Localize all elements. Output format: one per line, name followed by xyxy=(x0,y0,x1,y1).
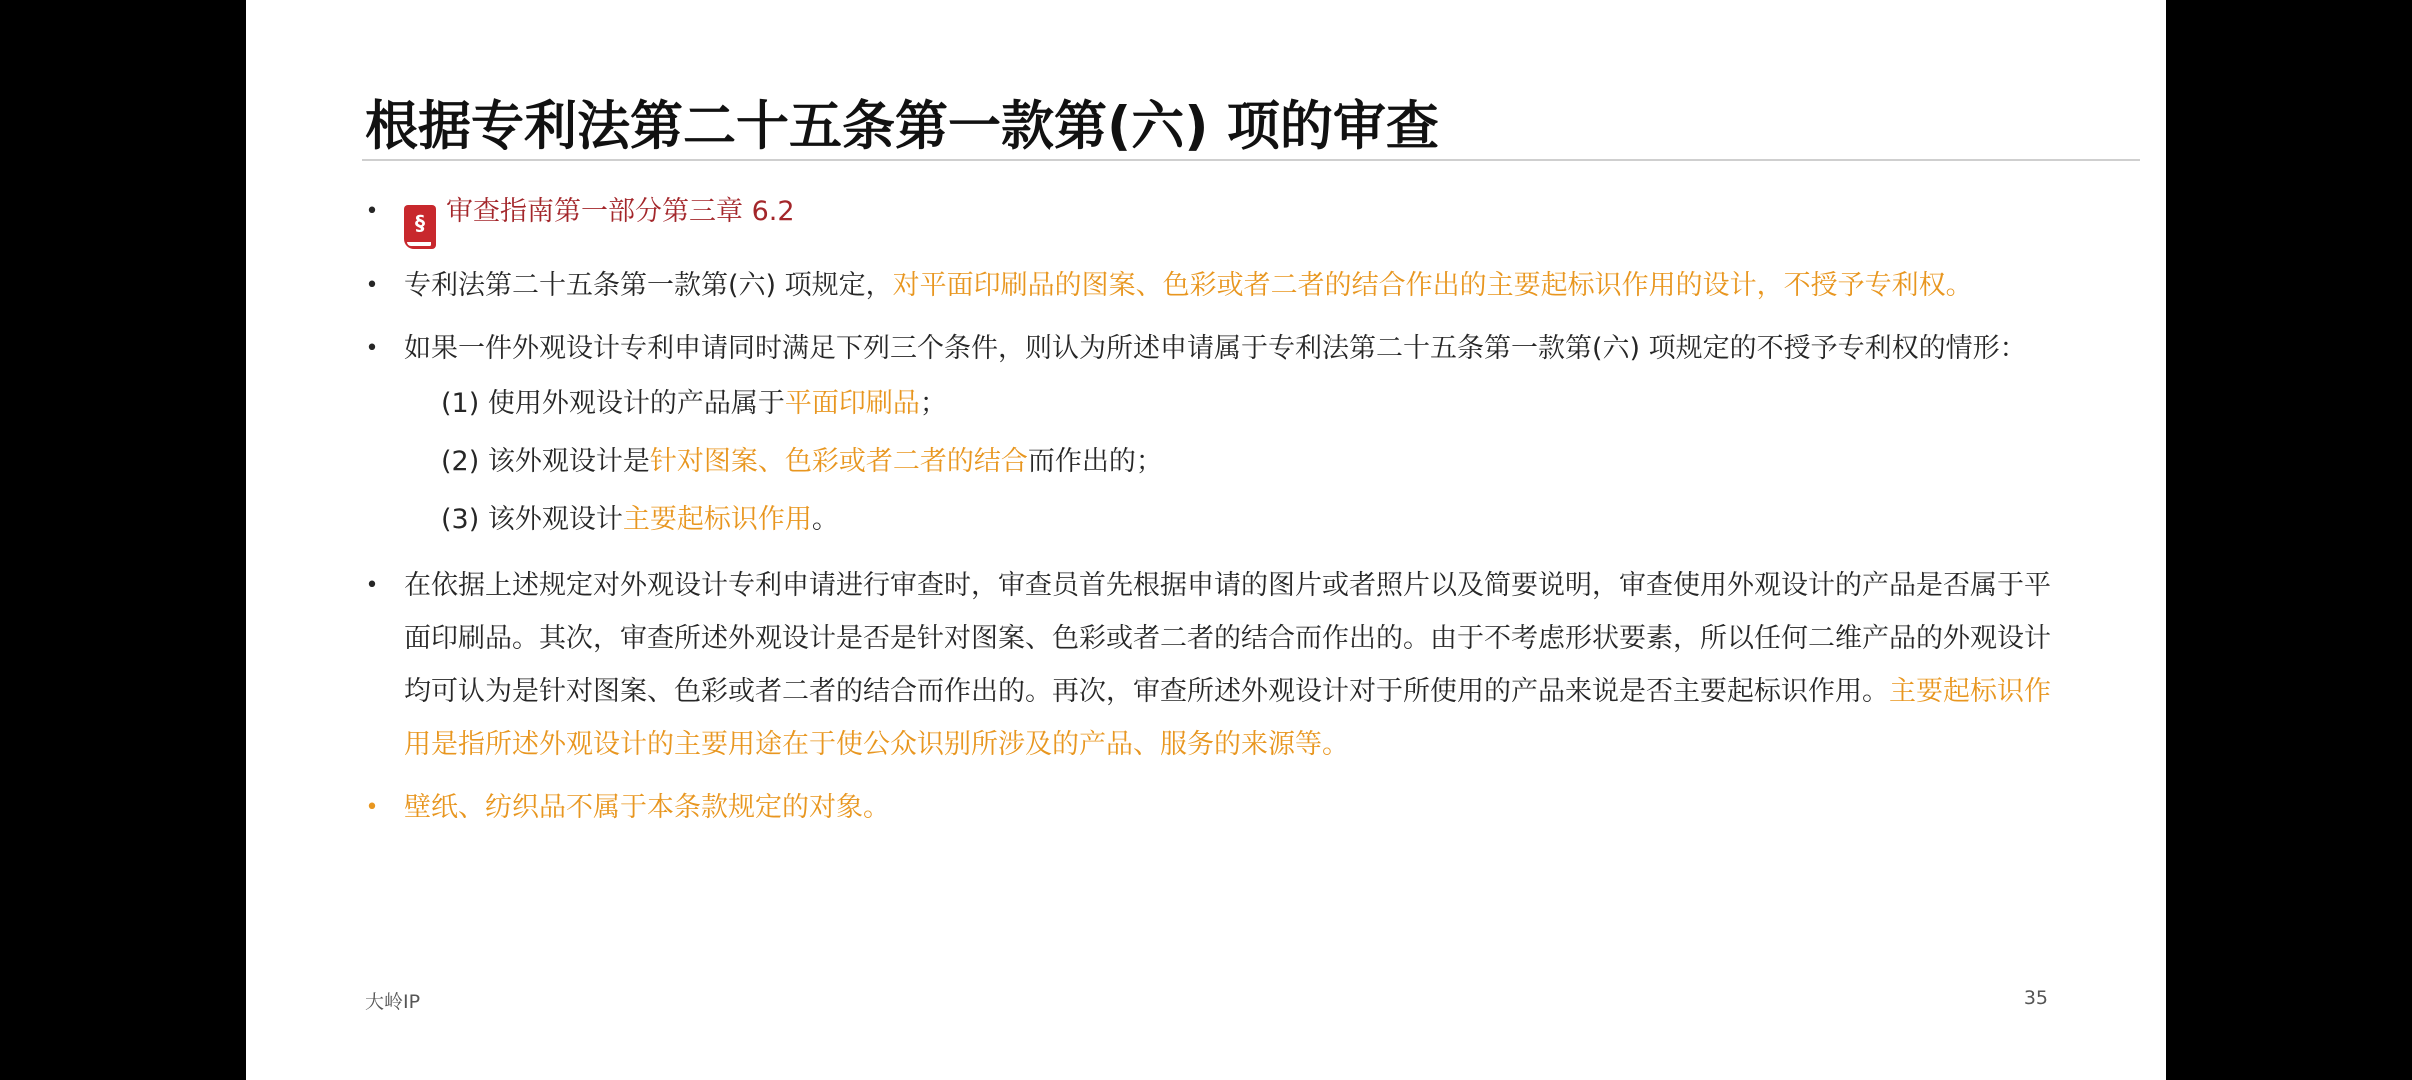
rule-text: 专利法第二十五条第一款第(六) 项规定， xyxy=(404,270,893,301)
rule-highlight: 对平面印刷品的图案、色彩或者二者的结合作出的主要起标识作用的设计，不授予专利权。 xyxy=(892,270,1973,301)
bullet-dot: • xyxy=(365,199,379,224)
bullet-conditions-intro xyxy=(362,322,2062,375)
bullet-dot: • xyxy=(365,336,379,361)
exclusion-text: 壁纸、纺织品不属于本条款规定的对象。 xyxy=(404,792,890,823)
examination-text: 在依据上述规定对外观设计专利申请进行审查时，审查员首先根据申请的图片或者照片以及简要说明，审查使用外观设计的产品是否属于平面印刷品。其次，审查所述外观设计是否是针对图案、色彩或者二者的结合而作出的。由于不考虑形状要素，所以任何二维产品的外观设计均可认为是针对图案、色彩或者二者的结合而作出的。再次，审查所述外观设计对于所使用的产品来说是否主要起标识作用。 xyxy=(404,570,2051,707)
reference-link[interactable]: 审查指南第一部分第三章 6.2 xyxy=(446,196,795,227)
slide-title: 根据专利法第二十五条第一款第(六) 项的审查 xyxy=(365,96,1439,157)
bullet-reference xyxy=(362,185,2062,249)
title-underline xyxy=(362,159,2140,161)
conditions-intro-text: 如果一件外观设计专利申请同时满足下列三个条件，则认为所述申请属于专利法第二十五条第一款第(六) 项规定的不授予专利权的情形： xyxy=(404,333,2027,364)
section-book-icon[interactable]: § xyxy=(404,205,436,249)
conditions-list xyxy=(362,375,2062,549)
slide xyxy=(246,0,2166,1080)
condition-item: (2) 该外观设计是针对图案、色彩或者二者的结合而作出的； xyxy=(441,446,1163,477)
bullet-list xyxy=(362,185,2062,834)
bullet-exclusion xyxy=(362,781,2062,834)
bullet-examination xyxy=(362,559,2062,771)
bullet-dot: • xyxy=(365,795,379,820)
page-number: 35 xyxy=(2023,987,2048,1009)
bullet-rule xyxy=(362,259,2062,312)
condition-item: (3) 该外观设计主要起标识作用。 xyxy=(441,504,839,535)
examination-highlight: 主要起标识作用是指所述外观设计的主要用途在于使公众识别所涉及的产品、服务的来源等。 xyxy=(404,676,2051,760)
condition-item: (1) 使用外观设计的产品属于平面印刷品； xyxy=(441,388,947,419)
bullet-dot: • xyxy=(365,273,379,298)
footer-brand: 大岭IP xyxy=(365,991,421,1013)
bullet-dot: • xyxy=(365,573,379,598)
